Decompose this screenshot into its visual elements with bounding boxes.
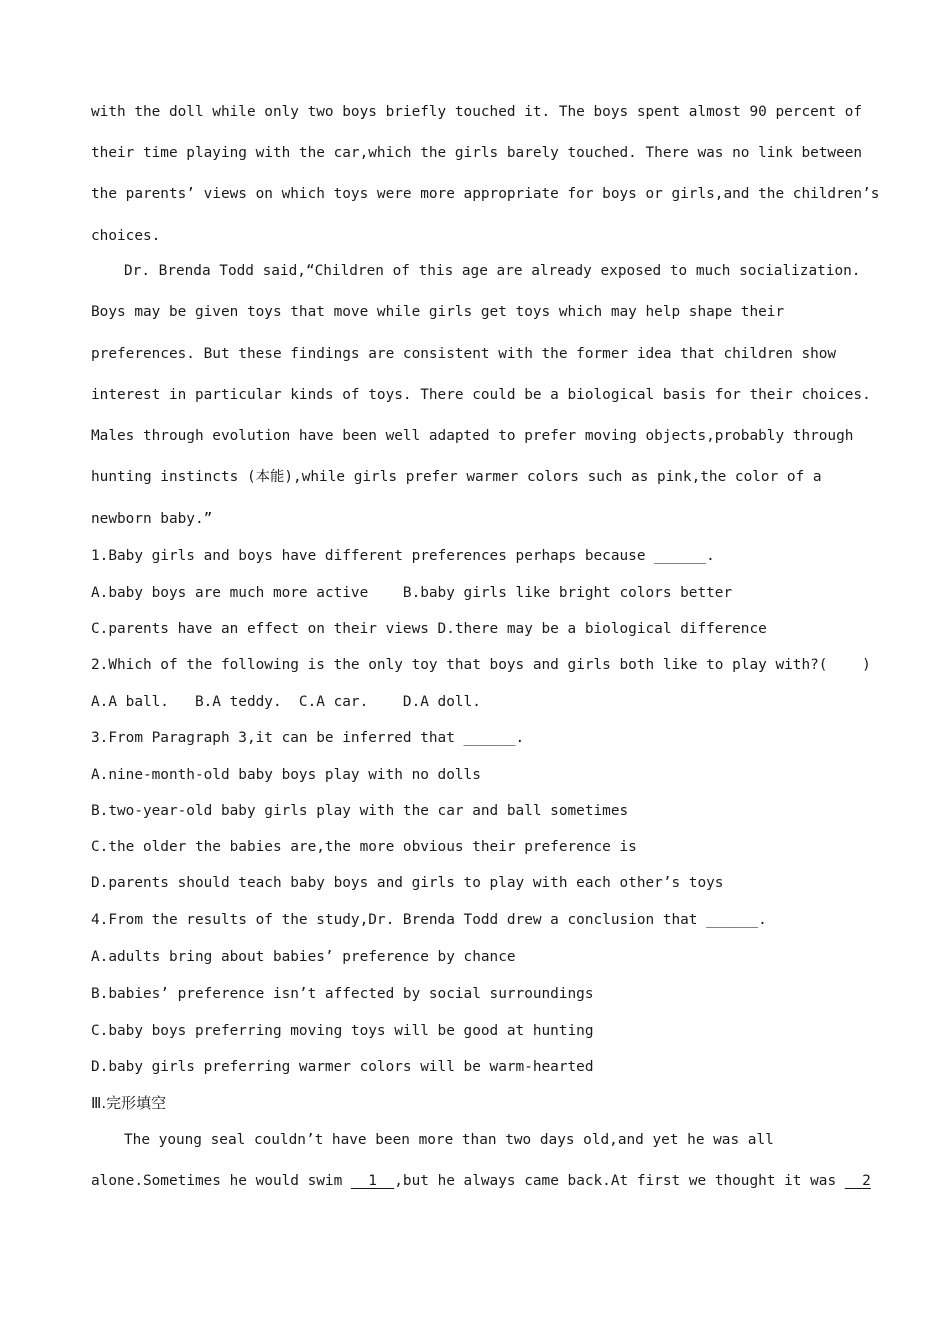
question-option: A.A ball. B.A teddy. C.A car. D.A doll.: [91, 694, 481, 710]
question-option: C.the older the babies are,the more obvious their preference is: [91, 839, 637, 855]
question-stem: 1.Baby girls and boys have different preferences perhaps because ______.: [91, 548, 715, 564]
cloze-blank-1: 1: [350, 1173, 395, 1189]
cloze-blank-2: 2: [844, 1173, 871, 1189]
passage-line: hunting instincts (本能),while girls prefer warmer colors such as pink,the color of a: [91, 469, 822, 485]
question-option: B.babies’ preference isn’t affected by social surroundings: [91, 986, 594, 1002]
question-option: A.adults bring about babies’ preference by chance: [91, 949, 516, 965]
passage-line: choices.: [91, 228, 161, 244]
passage-line: Dr. Brenda Todd said,“Children of this age are already exposed to much socialization.: [124, 263, 861, 279]
passage-line: [91, 1171, 871, 1191]
passage-line: newborn baby.”: [91, 511, 213, 527]
question-option: D.baby girls preferring warmer colors will be warm-hearted: [91, 1059, 594, 1075]
passage-line: with the doll while only two boys briefly touched it. The boys spent almost 90 percent of: [91, 104, 863, 120]
passage-line: their time playing with the car,which the girls barely touched. There was no link between: [91, 145, 863, 161]
passage-line: Boys may be given toys that move while girls get toys which may help shape their: [91, 304, 785, 320]
passage-line: interest in particular kinds of toys. There could be a biological basis for their choices.: [91, 387, 871, 403]
question-option: C.parents have an effect on their views D.there may be a biological difference: [91, 621, 767, 637]
question-stem: 4.From the results of the study,Dr. Brenda Todd drew a conclusion that ______.: [91, 912, 767, 928]
passage-text: alone.Sometimes he would swim: [91, 1173, 351, 1189]
passage-line: preferences. But these findings are consistent with the former idea that children show: [91, 346, 837, 362]
question-option: A.baby boys are much more active B.baby girls like bright colors better: [91, 585, 733, 601]
question-option: C.baby boys preferring moving toys will be good at hunting: [91, 1023, 594, 1039]
question-stem: 3.From Paragraph 3,it can be inferred that ______.: [91, 730, 525, 746]
passage-line: The young seal couldn’t have been more than two days old,and yet he was all: [124, 1132, 774, 1148]
passage-line: the parents’ views on which toys were more appropriate for boys or girls,and the children’s: [91, 186, 880, 202]
question-option: A.nine-month-old baby boys play with no dolls: [91, 767, 481, 783]
question-option: B.two-year-old baby girls play with the car and ball sometimes: [91, 803, 629, 819]
passage-text: ,but he always came back.At first we thought it was: [394, 1173, 845, 1189]
question-stem: 2.Which of the following is the only toy that boys and girls both like to play with?( ): [91, 657, 871, 673]
question-option: D.parents should teach baby boys and girls to play with each other’s toys: [91, 875, 724, 891]
section-heading: Ⅲ.完形填空: [91, 1094, 167, 1112]
passage-line: Males through evolution have been well adapted to prefer moving objects,probably through: [91, 428, 854, 444]
